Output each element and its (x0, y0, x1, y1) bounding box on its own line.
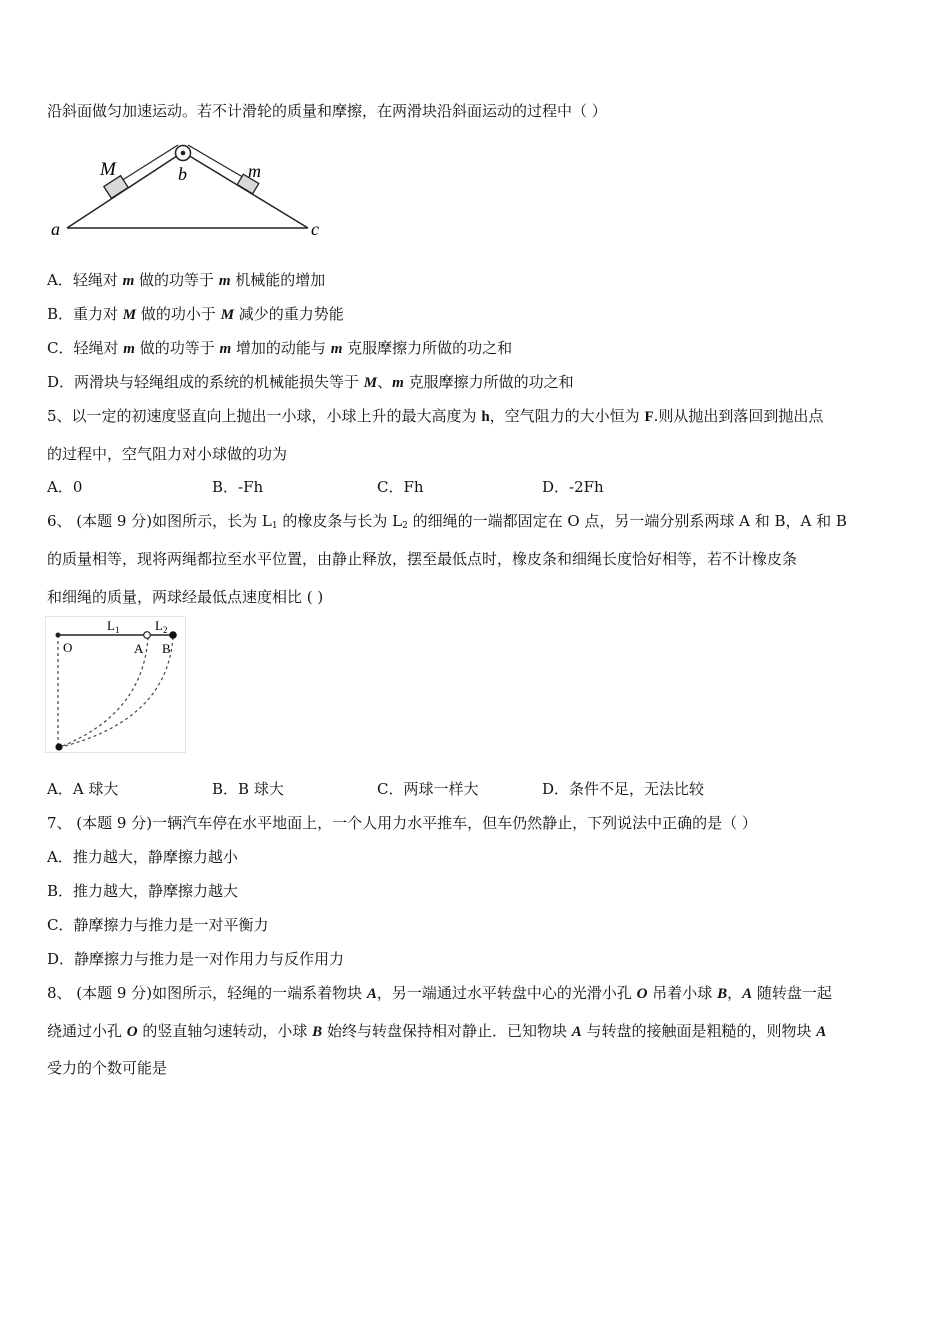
q4-option-b: B．重力对 M 做的功小于 M 减少的重力势能 (47, 305, 344, 323)
q5-option-c: C．Fh (377, 478, 424, 496)
label-c: c (311, 219, 319, 239)
label-b: b (178, 164, 187, 184)
label-M: M (100, 159, 116, 180)
q6-option-a: A．A 球大 (47, 780, 119, 798)
label-a: a (51, 219, 60, 239)
q5-option-b: B．-Fh (212, 478, 264, 496)
q4-option-a: A．轻绳对 m 做的功等于 m 机械能的增加 (47, 271, 326, 289)
q4-option-c: C．轻绳对 m 做的功等于 m 增加的动能与 m 克服摩擦力所做的功之和 (47, 339, 513, 357)
label-L1: $L_1$ (107, 618, 120, 635)
q5-stem-line2: 的过程中，空气阻力对小球做的功为 (47, 445, 288, 463)
ball-lowest (55, 743, 62, 750)
label-A: A (134, 641, 144, 656)
q5-option-a: A．0 (47, 478, 83, 496)
q8-stem-line1: 8、 (本题 9 分)如图所示，轻绳的一端系着物块 A，另一端通过水平转盘中心的光滑小孔 O 吊着小球 B，A 随转盘一起 (47, 984, 832, 1002)
q8-stem-line2: 绕通过小孔 O 的竖直轴匀速转动，小球 B 始终与转盘保持相对静止．已知物块 A 与转盘的接触面是粗糙的，则物块 A (47, 1022, 827, 1040)
q4-incline-pulley-figure (45, 140, 335, 245)
label-O: O (63, 640, 73, 655)
q4-option-d: D．两滑块与轻绳组成的系统的机械能损失等于 M、m 克服摩擦力所做的功之和 (47, 373, 574, 391)
q6-option-b: B．B 球大 (212, 780, 284, 798)
q4-stem-tail: 沿斜面做匀加速运动。若不计滑轮的质量和摩擦，在两滑块沿斜面运动的过程中（ ） (47, 102, 607, 120)
ball-b (169, 631, 177, 639)
label-m: m (248, 161, 261, 181)
q6-pendulum-figure (45, 616, 187, 754)
q5-stem-line1: 5、以一定的初速度竖直向上抛出一小球，小球上升的最大高度为 h，空气阻力的大小恒为 F.则从抛出到落回到抛出点 (47, 407, 824, 425)
q7-option-a: A．推力越大，静摩擦力越小 (47, 848, 238, 866)
q6-stem-line2: 的质量相等，现将两绳都拉至水平位置，由静止释放，摆至最低点时，橡皮条和细绳长度恰好相等，若不计橡皮条 (47, 550, 798, 568)
q6-option-c: C．两球一样大 (377, 780, 479, 798)
q7-option-b: B．推力越大，静摩擦力越大 (47, 882, 239, 900)
q7-option-c: C．静摩擦力与推力是一对平衡力 (47, 916, 269, 934)
q7-stem: 7、 (本题 9 分)一辆汽车停在水平地面上，一个人用力水平推车，但车仍然静止，下列说法中正确的是（ ） (47, 814, 757, 832)
label-L2: $L_2$ (155, 618, 168, 635)
ball-a (144, 632, 151, 639)
label-B: B (162, 641, 171, 656)
q5-option-d: D．-2Fh (542, 478, 604, 496)
pulley-axle (181, 151, 186, 156)
q6-stem-line1: 6、 (本题 9 分)如图所示，长为 $L_1$ 的橡皮条与长为 $L_2$ 的细绳的一端都固定在 O 点，另一端分别系两球 A 和 B，A 和 B (47, 512, 847, 531)
q8-stem-line3: 受力的个数可能是 (47, 1059, 168, 1077)
path-b-dashed (61, 637, 173, 747)
q6-option-d: D．条件不足，无法比较 (542, 780, 705, 798)
pivot-point (56, 633, 61, 638)
q6-stem-line3: 和细绳的质量，两球经最低点速度相比 ( ) (47, 588, 324, 606)
figure-frame (46, 617, 186, 753)
q7-option-d: D．静摩擦力与推力是一对作用力与反作用力 (47, 950, 345, 968)
